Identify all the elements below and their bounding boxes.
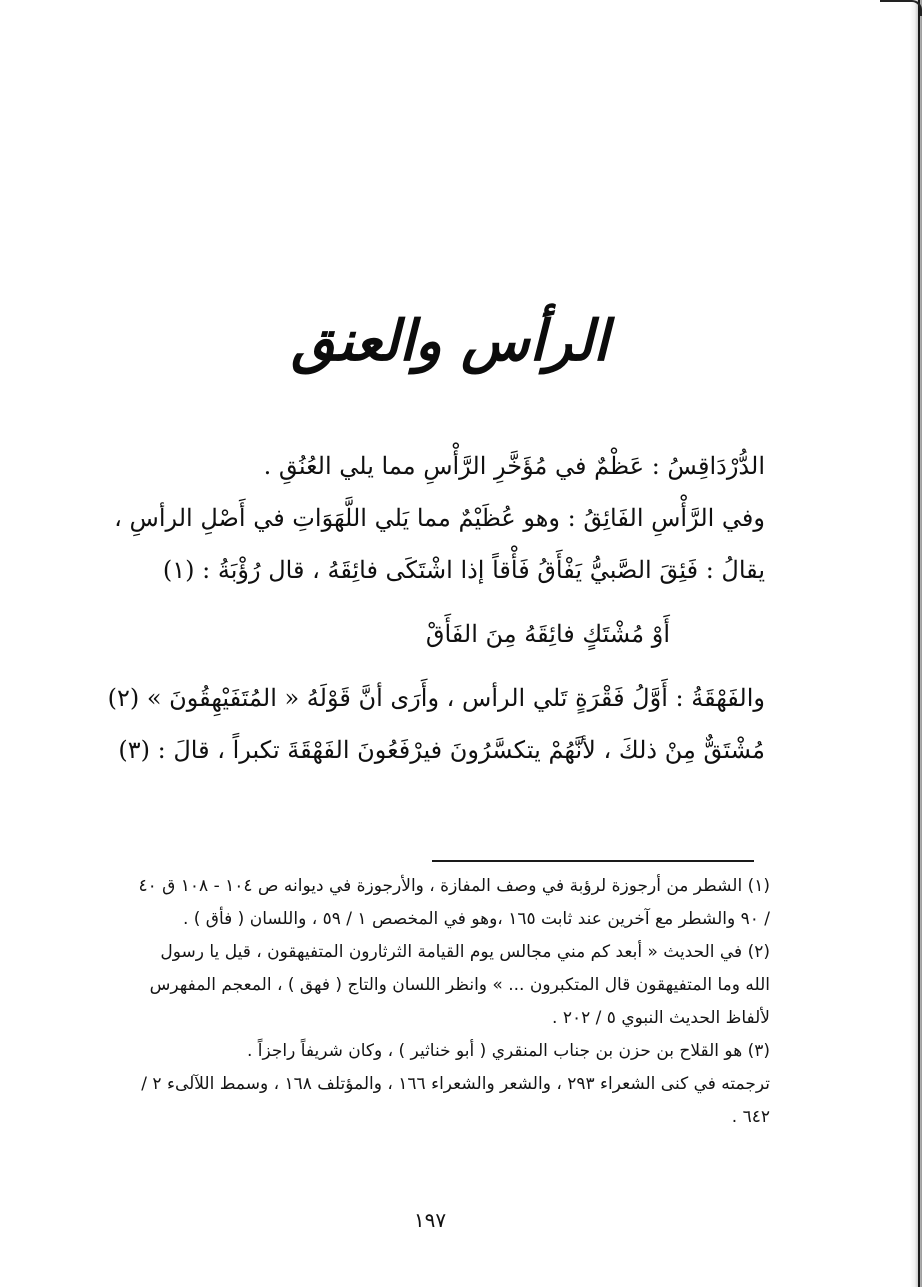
footnote-divider [432,860,754,862]
footnote-1: (١) الشطر من أرجوزة لرؤبة في وصف المفازة ، والأرجوزة في ديوانه ص ١٠٤ - ١٠٨ ق ٤٠ / ٩٠ والشطر مع آخرين عند ثابت ١٦٥ ،وهو في المخصص ١ / ٥٩ ، واللسان ( فأق ) . [138,876,770,929]
footnote-3: (٣) هو القلاح بن حزن بن جناب المنقري ( أبو خناثير ) ، وكان شريفاً راجزاً . [246,1041,770,1061]
footnotes [138,870,770,1134]
verse-line: أَوْ مُشْتَكٍ فائِقَهُ مِنَ الفَأَقْ [425,620,670,648]
footnote-3-continued: ترجمته في كنى الشعراء ٢٩٣ ، والشعر والشعراء ١٦٦ ، والمؤتلف ١٦٨ ، وسمط اللآلىء ٢ / ٦٤٢ . [141,1074,770,1127]
main-text [95,440,765,776]
page-edge-shadow [910,0,922,1287]
page-number: ١٩٧ [413,1208,447,1232]
footnote-2: (٢) في الحديث « أبعد كم مني مجالس يوم القيامة الثرثارون المتفيهقون ، قيل يا رسول الله وما المتفيهقون قال المتكبرون ... » وانظر اللسان والتاج ( فهق ) ، المعجم المفهرس لألفاظ الحديث النبوي ٥ / ٢٠٢ . [149,942,770,1028]
chapter-title: الرأس والعنق [291,308,609,374]
paragraph-faiq: وفي الرَّأْسِ الفَائِقُ : وهو عُظَيْمٌ مما يَلي اللَّهَوَاتِ في أَصْلِ الرأسِ ، يقالُ : فَئِقَ الصَّبيُّ يَفْأَقُ فَأْقاً إذا اشْتَكَى فائِقَهُ ، قال رُؤْبَةُ : (١) [114,504,765,584]
paragraph-durdaqis: الدُّرْدَاقِسُ : عَظْمٌ في مُؤَخَّرِ الرَّأْسِ مما يلي العُنُقِ . [263,452,765,480]
page-corner [880,0,922,16]
page-edge-line [918,0,920,1287]
paragraph-fahqa: والفَهْقَةُ : أَوَّلُ فَقْرَةٍ تَلي الرأس ، وأَرَى أنَّ قَوْلَهُ « المُتَفَيْهِقُونَ » (٢) مُشْتَقٌّ مِنْ ذلكَ ، لأنَّهُمْ يتكسَّرُونَ فيرْفَعُونَ الفَهْقَةَ تكبراً ، قالَ : (٣) [107,684,765,764]
